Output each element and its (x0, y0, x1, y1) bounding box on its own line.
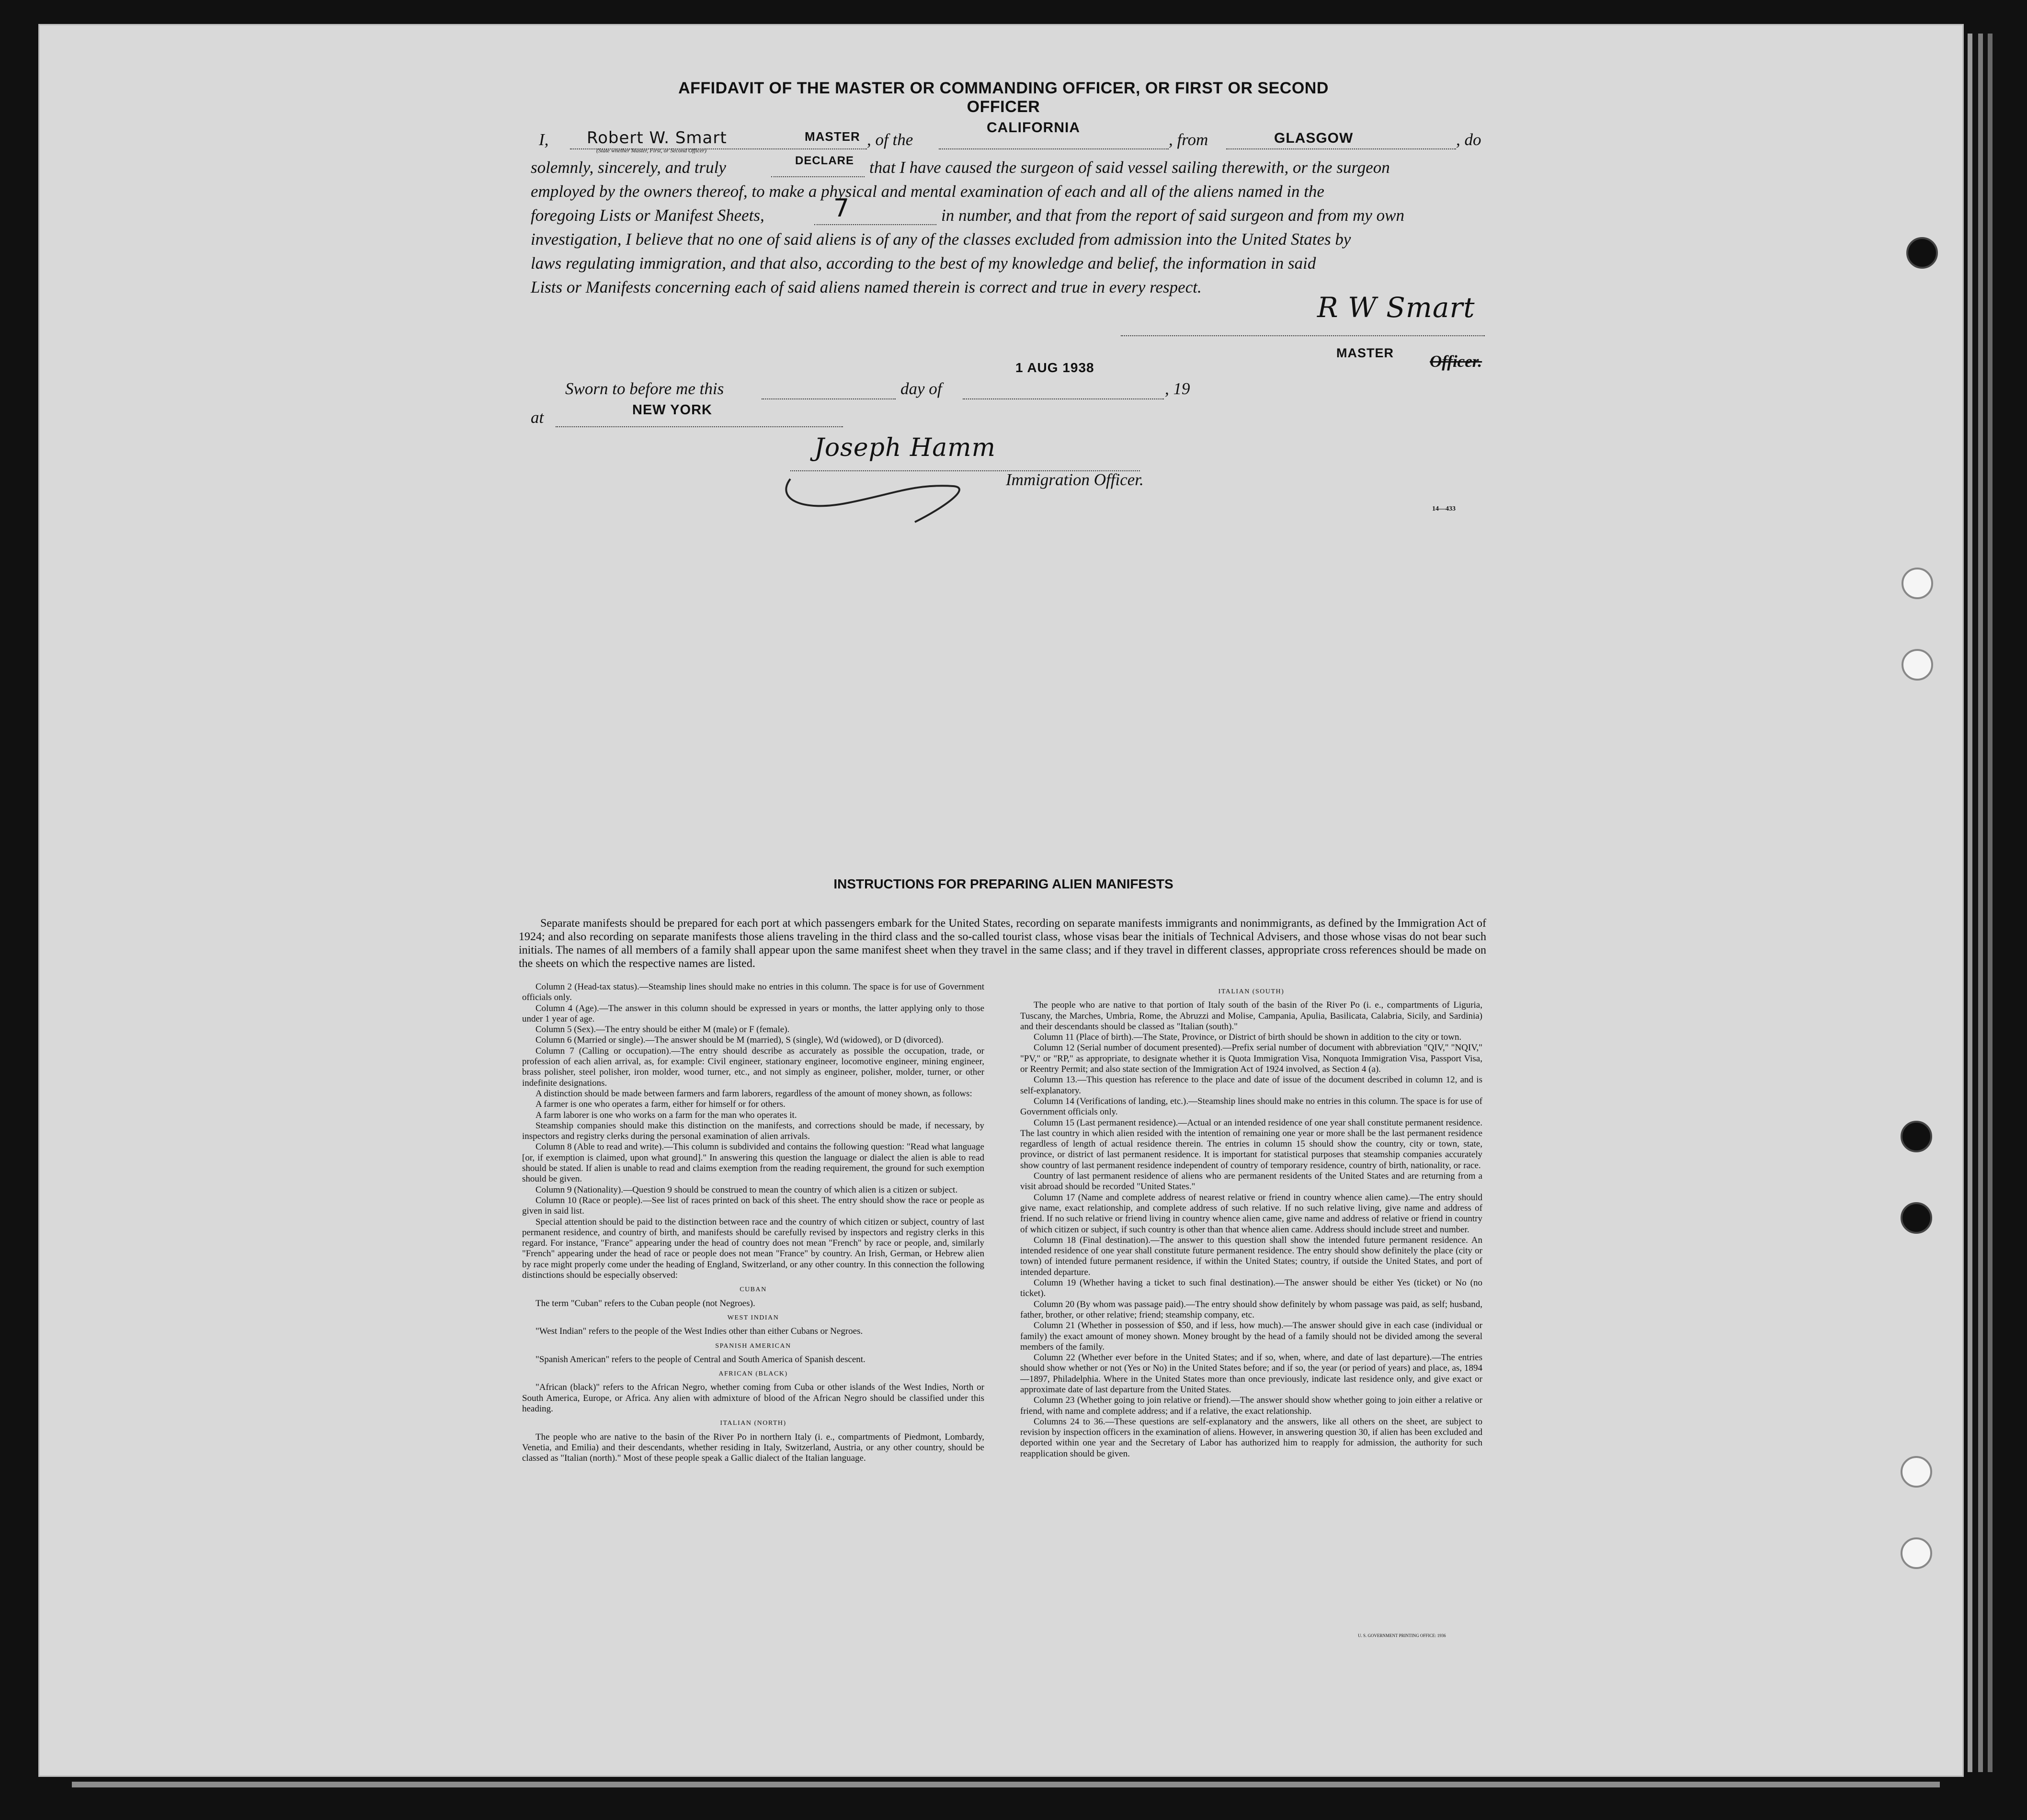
instructions-intro: Separate manifests should be prepared for each port at which passengers embark for the United States, recording on separate manifests immigrants and nonimmigrants, as defined by the Immigration Act of 1924; and also recording on separate manifests those aliens traveling in the third class and the so-called tourist class, whose visas bear the initials of Technical Advisers, and those whose visas do not bear such initials. The names of all members of a family shall appear upon the same manifest sheet when they travel in the same class; and if they travel in different classes, appropriate cross references should be made on the sheets on which the respective names are listed. (519, 917, 1486, 970)
instruction-paragraph: The people who are native to the basin of the River Po in northern Italy (i. e., compartments of Piedmont, Lombardy, Venetia, and Emilia) and their descendants, whether residing in Italy, Switzerland, Austria, or any other country, should be classed as "Italian (north)." Most of these people speak a Gallic dialect of the Italian language. (522, 1432, 984, 1464)
instruction-paragraph: Column 9 (Nationality).—Question 9 should be construed to mean the country of which alien is a citizen or subject. (535, 1184, 958, 1195)
instruction-paragraph: Column 7 (Calling or occupation).—The entry should describe as accurately as possible the occupation, trade, or profession of each alien arrival, as, for example: Civil engineer, stationary engineer, locomotive engineer, mining engineer, brass polisher, steel polisher, iron molder, wood turner, etc., and not simply as engineer, polisher, molder, turner, or other indefinite designations. (522, 1046, 984, 1088)
affidavit-line-4-prefix: foregoing Lists or Manifest Sheets, (531, 206, 764, 225)
printing-office-note: U. S. GOVERNMENT PRINTING OFFICE: 1936 (1358, 1633, 1446, 1638)
immigration-officer-signature: Joseph Hamm (814, 433, 996, 462)
sworn-year: , 19 (1165, 379, 1190, 398)
signature-flourish (771, 441, 1039, 527)
instruction-paragraph: Column 11 (Place of birth).—The State, Province, or District of birth should be shown in addition to the city or town. (1034, 1032, 1462, 1043)
instruction-paragraph: "West Indian" refers to the people of the West Indies other than either Cubans or Negroes. (535, 1326, 863, 1337)
sworn-prefix: Sworn to before me this (565, 379, 724, 398)
instruction-paragraph: Column 13.—This question has reference to the place and date of issue of the document described in column 12, and is self-explanatory. (1020, 1075, 1482, 1096)
instruction-paragraph: Column 14 (Verifications of landing, etc.).—Steamship lines should make no entries in this column. The space is for use of Government officials only. (1020, 1096, 1482, 1117)
section-heading: CUBAN (740, 1286, 767, 1294)
instruction-paragraph: Column 21 (Whether in possession of $50, and if less, how much).—The answer should give in each case (individual or family) the exact amount of money shown. Money brought by the head of a family should not be divided among the several members of the family. (1020, 1320, 1482, 1352)
sheet-count: 7 (833, 194, 850, 223)
instruction-paragraph: Column 19 (Whether having a ticket to such final destination).—The answer should be either Yes (ticket) or No (no ticket). (1020, 1278, 1482, 1299)
officer-rank-note: (State whether Master, First, or Second Officer) (596, 147, 706, 154)
instruction-paragraph: A farmer is one who operates a farm, either for himself or for others. (535, 1099, 786, 1110)
section-heading: WEST INDIAN (727, 1314, 779, 1321)
section-heading: ITALIAN (SOUTH) (1218, 988, 1285, 995)
form-number: 14—433 (1432, 505, 1456, 512)
officer-name: Robert W. Smart (587, 128, 727, 148)
affidavit-line-3: employed by the owners thereof, to make a physical and mental examination of each and all of the aliens named in the (531, 182, 1324, 201)
instruction-paragraph: The term "Cuban" refers to the Cuban people (not Negroes). (535, 1298, 755, 1308)
affidavit-line-1-prefix: I, (539, 130, 549, 149)
instruction-paragraph: Column 18 (Final destination).—The answer to this question shall show the intended future permanent residence. An intended residence of one year shall constitute future permanent residence. The entry should show definitely the place (city or town) of intended future permanent residence, if within the United States; country, if outside the United States, and port of intended departure. (1020, 1235, 1482, 1277)
affidavit-line-2-prefix: solemnly, sincerely, and truly (531, 158, 726, 177)
section-heading: SPANISH AMERICAN (715, 1342, 791, 1350)
sheet-count-field (814, 205, 936, 225)
instruction-paragraph: Columns 24 to 36.—These questions are self-explanatory and the answers, like all others on the sheet, are subject to revision by inspection officers in the examination of aliens. However, in answering question 30, if alien has been excluded and deported within one year and the Secretary of Labor has authorized him to reapply for admission, the authority for such reapplication should be given. (1020, 1416, 1482, 1459)
instruction-paragraph: Steamship companies should make this distinction on the manifests, and corrections should be made, if necessary, by inspectors and registry clerks during the personal examination of alien arrivals. (522, 1120, 984, 1142)
master-signature: R W Smart (1317, 291, 1475, 324)
affidavit-do: , do (1456, 130, 1481, 149)
sworn-at: at (531, 408, 544, 427)
instruction-paragraph: A farm laborer is one who works on a farm for the man who operates it. (535, 1110, 797, 1120)
sworn-place: NEW YORK (632, 402, 712, 418)
instruction-paragraph: Column 6 (Married or single).—The answer should be M (married), S (single), Wd (widowed), or D (divorced). (535, 1035, 944, 1046)
declare-verb: DECLARE (795, 154, 854, 167)
punch-hole (1901, 1537, 1932, 1569)
sworn-day-field (762, 379, 896, 399)
instruction-paragraph: The people who are native to that portion of Italy south of the basin of the River Po (i. e., compartments of Liguria, Tuscany, the Marches, Umbria, Rome, the Abruzzi and Molise, Campania, Apulia, Basilicata, Calabria, Sicily, and Sardinia) and their descendants should be classed as "Italian (south)." (1020, 1000, 1482, 1032)
instruction-paragraph: Column 2 (Head-tax status).—Steamship lines should make no entries in this column. The space is for use of Government officials only. (522, 982, 984, 1003)
page-edge (1978, 34, 1983, 1772)
section-heading: ITALIAN (NORTH) (720, 1420, 786, 1427)
affidavit-line-2-suffix: that I have caused the surgeon of said vessel sailing therewith, or the surgeon (869, 158, 1390, 177)
immigration-officer-title: Immigration Officer. (1006, 470, 1144, 489)
instruction-paragraph: Column 8 (Able to read and write).—This column is subdivided and contains the following question: "Read what language [or, if exemption is claimed, upon what ground]." In answering this question the language or dialect the alien is able to read should be stated. If alien is unable to read and claims exemption from the reading requirement, the ground for such exemption should be given. (522, 1142, 984, 1184)
signature-struck-title: Officer. (1430, 352, 1482, 371)
punch-hole (1901, 1121, 1932, 1152)
instruction-paragraph: Column 20 (By whom was passage paid).—The entry should show definitely by whom passage was paid, as self; husband, father, brother, or other relative; friend; steamship company, etc. (1020, 1299, 1482, 1320)
instruction-paragraph: Country of last permanent residence of aliens who are permanent residents of the United States and are returning from a visit abroad should be recorded "United States." (1020, 1171, 1482, 1192)
page-edge (1968, 34, 1972, 1772)
page-edge (72, 1782, 1940, 1787)
instructions-left-column (522, 982, 984, 1464)
affidavit-line-4-suffix: in number, and that from the report of said surgeon and from my own (941, 206, 1405, 225)
affidavit-line-5: investigation, I believe that no one of said aliens is of any of the classes excluded from admission into the United States by (531, 230, 1351, 249)
page-edge (1988, 34, 1993, 1772)
instruction-paragraph: Column 12 (Serial number of document presented).—Prefix serial number of document with abbreviation "QIV," "NQIV," "PV," or "RP," as appropriate, to designate whether it is Quota Immigration Visa, Nonquota Immigration Visa, Passport Visa, or Reentry Permit; and also state section of the Immigration Act of 1924 involved, as Section 4 (a). (1020, 1043, 1482, 1075)
instruction-paragraph: Column 15 (Last permanent residence).—Actual or an intended residence of one year shall constitute permanent residence. The last country in which alien resided with the intention of remaining one year or more shall be the last permanent residence regardless of length of actual residence therein. The entries in column 15 should show the country, city or town, state, province, or district of last permanent residence. It is important for statistical purposes that steamship companies accurately show country of last permanent residence independent of country of temporary residence, country of birth, nationality, or race. (1020, 1117, 1482, 1171)
instruction-paragraph: "Spanish American" refers to the people of Central and South America of Spanish descent. (535, 1354, 865, 1365)
section-heading: AFRICAN (BLACK) (718, 1370, 788, 1378)
instruction-paragraph: Column 4 (Age).—The answer in this column should be expressed in years or months, the latter applying only to those under 1 year of age. (522, 1003, 984, 1024)
instructions-right-column (1020, 983, 1482, 1459)
officer-rank: MASTER (805, 129, 860, 144)
instruction-paragraph: "African (black)" refers to the African Negro, whether coming from Cuba or other islands of the West Indies, North or South America, Europe, or Africa. Any alien with admixture of blood of the African Negro should be classified under this heading. (522, 1382, 984, 1414)
sworn-day-of: day of (900, 379, 942, 398)
instructions-title: INSTRUCTIONS FOR PREPARING ALIEN MANIFESTS (833, 876, 1173, 891)
instruction-paragraph: Column 23 (Whether going to join relative or friend).—The answer should show whether going to join either a relative or friend, with name and complete address; and if a relative, the exact relationship. (1020, 1395, 1482, 1416)
vessel-name: CALIFORNIA (987, 120, 1080, 136)
instruction-paragraph: Column 5 (Sex).—The entry should be either M (male) or F (female). (535, 1024, 790, 1035)
instruction-paragraph: Column 22 (Whether ever before in the United States; and if so, when, where, and date of last departure).—The entries should show whether or not (Yes or No) in the United States before; and if so, the year (or period of years) and place, as, 1894—1897, Philadelphia. Where in the United States more than once previously, indicate last residence only, and give exact or approximate date of last departure from the United States. (1020, 1353, 1482, 1395)
departure-port: GLASGOW (1274, 130, 1354, 146)
sworn-date-field (963, 379, 1164, 399)
instruction-paragraph: Column 10 (Race or people).—See list of races printed on back of this sheet. The entry should show the race or people as given in said list. (522, 1195, 984, 1217)
affidavit-from: , from (1169, 130, 1208, 149)
signature-title: MASTER (1336, 346, 1394, 360)
punch-hole (1906, 237, 1938, 269)
affidavit-line-7: Lists or Manifests concerning each of said aliens named therein is correct and true in every respect. (531, 278, 1202, 296)
affidavit-title: AFFIDAVIT OF THE MASTER OR COMMANDING OFFICER, OR FIRST OR SECOND OFFICER (678, 79, 1329, 116)
punch-hole (1902, 649, 1933, 681)
affidavit-line-6: laws regulating immigration, and that also, according to the best of my knowledge and belief, the information in said (531, 254, 1316, 273)
punch-hole (1901, 1456, 1932, 1488)
affidavit-of-the: , of the (867, 130, 913, 149)
instruction-paragraph: Special attention should be paid to the distinction between race and the country of which citizen or subject, country of last permanent residence, and country of birth, and manifests should be carefully revised by inspectors and registry clerks in this regard. For instance, "France" appearing under the head of country does not mean "French" by race or people, and, similarly "French" appearing under the head of race or people does not mean "France" by country. An Irish, German, or Hebrew alien by race might properly come under the heading of England, Switzerland, or any other country. In this connection the following distinctions should be especially observed: (522, 1217, 984, 1281)
punch-hole (1902, 568, 1933, 599)
punch-hole (1901, 1202, 1932, 1234)
instruction-paragraph: Column 17 (Name and complete address of nearest relative or friend in country whence alien came).—The entry should give name, exact relationship, and complete address of such relative. If no such relative living, give name and address of friend. If no such relative or friend living in country whence alien came, give name and address of relative or friend in country of which citizen or subject, if such country is other than that whence alien came. Address should include street and number. (1020, 1192, 1482, 1235)
instruction-paragraph: A distinction should be made between farmers and farm laborers, regardless of the amount of money shown, as follows: (535, 1088, 972, 1099)
sworn-date-stamp: 1 AUG 1938 (1015, 360, 1094, 375)
